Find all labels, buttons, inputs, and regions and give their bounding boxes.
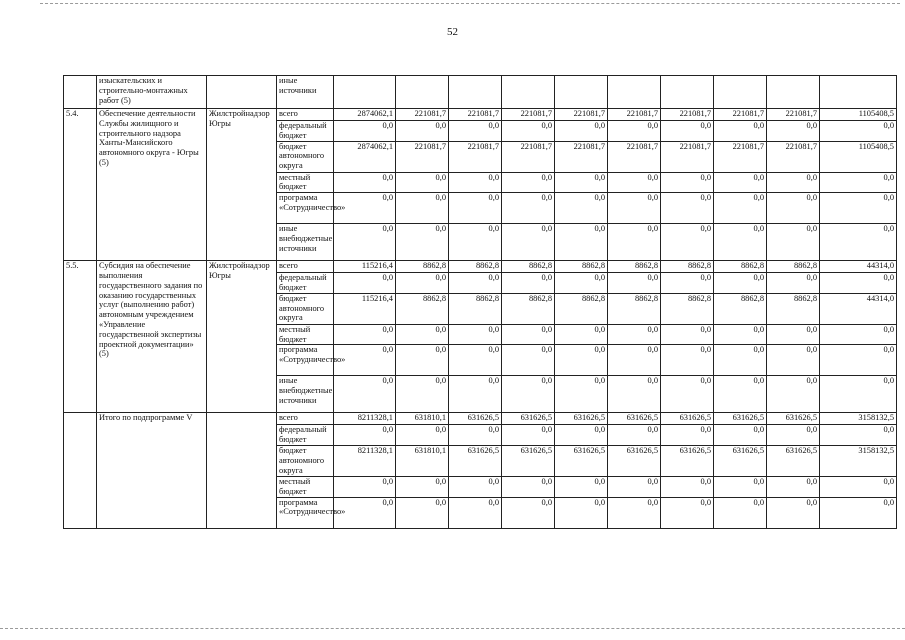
amount-cell: 0,0: [714, 425, 767, 446]
event-name: Обеспечение деятельности Службы жилищного и строительного надзора Ханты-Мансийского автономного округа - Югры (5): [97, 109, 207, 261]
amount-cell: 0,0: [334, 324, 396, 345]
amount-cell: 0,0: [555, 193, 608, 224]
amount-cell: 3158132,5: [820, 413, 897, 425]
amount-cell: 0,0: [820, 376, 897, 413]
amount-cell: 0,0: [714, 476, 767, 497]
amount-cell: 0,0: [334, 476, 396, 497]
amount-cell: 0,0: [555, 324, 608, 345]
amount-cell: 0,0: [661, 121, 714, 142]
amount-cell: 221081,7: [661, 141, 714, 172]
amount-cell: 0,0: [502, 193, 555, 224]
amount-cell: 221081,7: [449, 109, 502, 121]
amount-cell: 0,0: [608, 376, 661, 413]
page-number: 52: [447, 26, 458, 38]
amount-cell: 8862,8: [767, 293, 820, 324]
amount-cell: 0,0: [608, 273, 661, 294]
amount-cell: 8862,8: [661, 293, 714, 324]
amount-cell: 0,0: [449, 476, 502, 497]
amount-cell: 0,0: [661, 345, 714, 376]
amount-cell: 8862,8: [396, 261, 449, 273]
amount-cell: 1105408,5: [820, 109, 897, 121]
event-name: изыскательских и строительно-монтажных работ (5): [97, 76, 207, 109]
amount-cell: 44314,0: [820, 293, 897, 324]
amount-cell: 0,0: [396, 121, 449, 142]
amount-cell: 221081,7: [449, 141, 502, 172]
amount-cell: 0,0: [449, 376, 502, 413]
amount-cell: 0,0: [555, 476, 608, 497]
amount-cell: 0,0: [767, 324, 820, 345]
amount-cell: 0,0: [820, 193, 897, 224]
amount-cell: 0,0: [449, 324, 502, 345]
amount-cell: 0,0: [767, 193, 820, 224]
amount-cell: 0,0: [661, 273, 714, 294]
amount-cell: 0,0: [608, 193, 661, 224]
funding-source: программа «Сотрудничество»: [277, 193, 334, 224]
event-name: Итого по подпрограмме V: [97, 413, 207, 528]
amount-cell: 0,0: [396, 172, 449, 193]
amount-cell: 0,0: [661, 224, 714, 261]
amount-cell: 0,0: [820, 476, 897, 497]
amount-cell: 8862,8: [608, 293, 661, 324]
amount-cell: 631626,5: [502, 445, 555, 476]
amount-cell: 0,0: [334, 273, 396, 294]
funding-source: федеральный бюджет: [277, 121, 334, 142]
amount-cell: 0,0: [714, 121, 767, 142]
amount-cell: 0,0: [502, 376, 555, 413]
amount-cell: 0,0: [714, 376, 767, 413]
amount-cell: 0,0: [714, 273, 767, 294]
amount-cell: 0,0: [502, 121, 555, 142]
amount-cell: 0,0: [555, 376, 608, 413]
amount-cell: 0,0: [449, 497, 502, 528]
amount-cell: 0,0: [608, 172, 661, 193]
amount-cell: 0,0: [820, 273, 897, 294]
amount-cell: 221081,7: [502, 109, 555, 121]
amount-cell: 0,0: [661, 193, 714, 224]
amount-cell: 0,0: [396, 193, 449, 224]
amount-cell: 0,0: [608, 121, 661, 142]
amount-cell: 0,0: [449, 224, 502, 261]
amount-cell: 2874062,1: [334, 109, 396, 121]
amount-cell: 0,0: [396, 376, 449, 413]
amount-cell: 0,0: [334, 376, 396, 413]
amount-cell: 8211328,1: [334, 413, 396, 425]
amount-cell: 631626,5: [608, 445, 661, 476]
amount-cell: 115216,4: [334, 293, 396, 324]
event-name: Субсидия на обеспечение выполнения государственного задания по оказанию государственных услуг (выполнению работ) автономным учреждением «Управление государственной экспертизы проектной документации» (5): [97, 261, 207, 413]
amount-cell: 0,0: [555, 497, 608, 528]
amount-cell: 0,0: [334, 121, 396, 142]
amount-cell: 0,0: [555, 425, 608, 446]
amount-cell: 0,0: [396, 425, 449, 446]
amount-cell: 0,0: [661, 497, 714, 528]
amount-cell: 0,0: [334, 425, 396, 446]
funding-source: федеральный бюджет: [277, 425, 334, 446]
amount-cell: 0,0: [502, 324, 555, 345]
amount-cell: 8211328,1: [334, 445, 396, 476]
amount-cell: 8862,8: [555, 261, 608, 273]
amount-cell: 0,0: [714, 224, 767, 261]
row-number: [64, 413, 97, 528]
table-body: [64, 76, 897, 529]
funding-source: местный бюджет: [277, 172, 334, 193]
amount-cell: 0,0: [334, 345, 396, 376]
amount-cell: 0,0: [820, 497, 897, 528]
amount-cell: 8862,8: [502, 293, 555, 324]
amount-cell: 0,0: [767, 121, 820, 142]
amount-cell: 8862,8: [767, 261, 820, 273]
amount-cell: 0,0: [502, 476, 555, 497]
table-row: [64, 76, 897, 109]
amount-cell: 631626,5: [767, 445, 820, 476]
table-row: [64, 413, 897, 425]
row-number: [64, 76, 97, 109]
amount-cell: 44314,0: [820, 261, 897, 273]
amount-cell: 631626,5: [449, 445, 502, 476]
amount-cell: 8862,8: [608, 261, 661, 273]
scan-edge-bottom: [0, 628, 905, 629]
amount-cell: 0,0: [555, 224, 608, 261]
amount-cell: 0,0: [334, 497, 396, 528]
amount-cell: 221081,7: [608, 141, 661, 172]
amount-cell: 0,0: [555, 121, 608, 142]
funding-source: всего: [277, 261, 334, 273]
amount-cell: 0,0: [714, 193, 767, 224]
funding-source: всего: [277, 413, 334, 425]
amount-cell: 2874062,1: [334, 141, 396, 172]
amount-cell: 0,0: [396, 345, 449, 376]
amount-cell: 0,0: [767, 224, 820, 261]
amount-cell: 0,0: [396, 476, 449, 497]
amount-cell: 0,0: [661, 476, 714, 497]
amount-cell: 631626,5: [714, 445, 767, 476]
amount-cell: 0,0: [449, 121, 502, 142]
amount-cell: 0,0: [820, 425, 897, 446]
funding-source: программа «Сотрудничество»: [277, 345, 334, 376]
executor: Жилстройнадзор Югры: [207, 109, 277, 261]
amount-cell: 0,0: [334, 224, 396, 261]
amount-cell: 0,0: [608, 497, 661, 528]
executor: [207, 76, 277, 109]
amount-cell: 8862,8: [714, 261, 767, 273]
amount-cell: 0,0: [502, 497, 555, 528]
amount-cell: 0,0: [334, 172, 396, 193]
amount-cell: 0,0: [449, 425, 502, 446]
amount-cell: 221081,7: [608, 109, 661, 121]
funding-source: программа «Сотрудничество»: [277, 497, 334, 528]
amount-cell: 8862,8: [396, 293, 449, 324]
amount-cell: 631626,5: [555, 413, 608, 425]
amount-cell: 221081,7: [396, 109, 449, 121]
amount-cell: 631626,5: [555, 445, 608, 476]
amount-cell: 3158132,5: [820, 445, 897, 476]
amount-cell: 631626,5: [608, 413, 661, 425]
amount-cell: 0,0: [608, 345, 661, 376]
amount-cell: 0,0: [502, 172, 555, 193]
amount-cell: 221081,7: [661, 109, 714, 121]
amount-cell: 221081,7: [714, 109, 767, 121]
amount-cell: 0,0: [714, 324, 767, 345]
amount-cell: 0,0: [555, 172, 608, 193]
amount-cell: 0,0: [334, 193, 396, 224]
amount-cell: 0,0: [767, 376, 820, 413]
amount-cell: 0,0: [767, 172, 820, 193]
amount-cell: 631626,5: [714, 413, 767, 425]
funding-source: всего: [277, 109, 334, 121]
amount-cell: 0,0: [608, 425, 661, 446]
table-row: [64, 261, 897, 273]
amount-cell: 8862,8: [502, 261, 555, 273]
amount-cell: 0,0: [555, 273, 608, 294]
amount-cell: 0,0: [608, 324, 661, 345]
amount-cell: 0,0: [661, 376, 714, 413]
amount-cell: 221081,7: [396, 141, 449, 172]
amount-cell: 0,0: [608, 224, 661, 261]
funding-source: местный бюджет: [277, 324, 334, 345]
amount-cell: 0,0: [449, 273, 502, 294]
funding-source: федеральный бюджет: [277, 273, 334, 294]
amount-cell: 631810,1: [396, 413, 449, 425]
amount-cell: 221081,7: [555, 141, 608, 172]
amount-cell: 221081,7: [767, 109, 820, 121]
amount-cell: 0,0: [820, 172, 897, 193]
amount-cell: 631626,5: [661, 445, 714, 476]
amount-cell: 631810,1: [396, 445, 449, 476]
amount-cell: 0,0: [820, 324, 897, 345]
row-number: 5.4.: [64, 109, 97, 261]
amount-cell: 0,0: [555, 345, 608, 376]
amount-cell: 0,0: [449, 345, 502, 376]
amount-cell: 0,0: [714, 172, 767, 193]
amount-cell: 115216,4: [334, 261, 396, 273]
amount-cell: 8862,8: [661, 261, 714, 273]
amount-cell: 0,0: [661, 324, 714, 345]
amount-cell: 0,0: [449, 172, 502, 193]
amount-cell: 1105408,5: [820, 141, 897, 172]
amount-cell: 8862,8: [714, 293, 767, 324]
amount-cell: 8862,8: [449, 261, 502, 273]
amount-cell: 0,0: [661, 172, 714, 193]
funding-source: бюджет автономного округа: [277, 293, 334, 324]
funding-source: местный бюджет: [277, 476, 334, 497]
amount-cell: 221081,7: [502, 141, 555, 172]
amount-cell: 8862,8: [555, 293, 608, 324]
amount-cell: 0,0: [767, 345, 820, 376]
amount-cell: 221081,7: [714, 141, 767, 172]
amount-cell: 8862,8: [449, 293, 502, 324]
amount-cell: 0,0: [449, 193, 502, 224]
amount-cell: 0,0: [661, 425, 714, 446]
amount-cell: 0,0: [820, 224, 897, 261]
amount-cell: 0,0: [767, 425, 820, 446]
executor: Жилстройнадзор Югры: [207, 261, 277, 413]
amount-cell: 0,0: [767, 273, 820, 294]
amount-cell: 0,0: [396, 497, 449, 528]
funding-source: иные внебюджетные источники: [277, 376, 334, 413]
amount-cell: 0,0: [502, 224, 555, 261]
amount-cell: 0,0: [767, 476, 820, 497]
amount-cell: 0,0: [714, 345, 767, 376]
amount-cell: 221081,7: [767, 141, 820, 172]
amount-cell: 0,0: [502, 425, 555, 446]
amount-cell: 631626,5: [661, 413, 714, 425]
amount-cell: 0,0: [820, 121, 897, 142]
funding-source: бюджет автономного округа: [277, 445, 334, 476]
amount-cell: 0,0: [502, 273, 555, 294]
amount-cell: 0,0: [396, 324, 449, 345]
scan-edge-top: [40, 3, 900, 4]
amount-cell: 631626,5: [767, 413, 820, 425]
amount-cell: 0,0: [396, 224, 449, 261]
amount-cell: 221081,7: [555, 109, 608, 121]
amount-cell: 0,0: [767, 497, 820, 528]
amount-cell: 0,0: [820, 345, 897, 376]
executor: [207, 413, 277, 528]
funding-source: иные источники: [277, 76, 334, 109]
amount-cell: 0,0: [608, 476, 661, 497]
amount-cell: 0,0: [396, 273, 449, 294]
amount-cell: 0,0: [714, 497, 767, 528]
amount-cell: 0,0: [502, 345, 555, 376]
funding-source: иные внебюджетные источники: [277, 224, 334, 261]
funding-source: бюджет автономного округа: [277, 141, 334, 172]
table-row: [64, 109, 897, 121]
amount-cell: 631626,5: [502, 413, 555, 425]
row-number: 5.5.: [64, 261, 97, 413]
amount-cell: 631626,5: [449, 413, 502, 425]
budget-table: [63, 75, 897, 529]
